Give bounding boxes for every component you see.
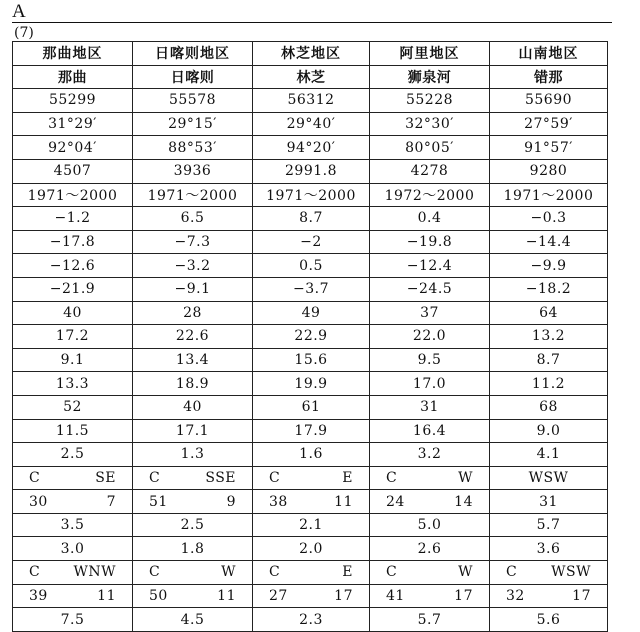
table-row (13, 419, 608, 443)
header-cell: 林芝地区 (253, 42, 370, 66)
table-cell: 8.7 (253, 207, 370, 231)
table-cell: 40 (133, 395, 253, 419)
table-cell (253, 466, 370, 490)
table-row (13, 230, 608, 254)
cell-pair (370, 564, 489, 580)
table-cell: WSW (490, 466, 608, 490)
table-cell: −24.5 (370, 277, 490, 301)
cell-part: 11 (97, 587, 116, 604)
cell-part: C (29, 469, 41, 486)
table-cell (133, 490, 253, 514)
cell-part: SE (95, 469, 116, 486)
table-row (13, 254, 608, 278)
cell-part: 11 (334, 493, 353, 510)
table-cell: 9.1 (13, 348, 133, 372)
table-cell: 17.0 (370, 372, 490, 396)
table-cell (370, 490, 490, 514)
cell-part: C (386, 469, 398, 486)
station-cell: 那曲 (13, 65, 133, 89)
table-cell (370, 561, 490, 585)
cell-part: 41 (386, 587, 405, 604)
cell-part: 50 (149, 587, 168, 604)
table-cell: 22.6 (133, 325, 253, 349)
table-cell: 55299 (13, 89, 133, 113)
table-cell (133, 466, 253, 490)
table-cell: 91°57′ (490, 136, 608, 160)
table-cell: 1.8 (133, 537, 253, 561)
table-cell: 37 (370, 301, 490, 325)
table-cell: −1.2 (13, 207, 133, 231)
table-cell: −7.3 (133, 230, 253, 254)
table-cell: 22.9 (253, 325, 370, 349)
cell-part: 38 (269, 493, 288, 510)
table-cell (370, 584, 490, 608)
table-cell: −12.6 (13, 254, 133, 278)
cell-part: 51 (149, 493, 168, 510)
table-cell: 3.6 (490, 537, 608, 561)
station-name-row (13, 65, 608, 89)
table-cell: 3936 (133, 159, 253, 183)
cell-part: E (342, 564, 353, 581)
cell-part: 17 (454, 587, 473, 604)
cell-part: C (506, 564, 518, 581)
cell-part: C (149, 564, 161, 581)
table-row (13, 325, 608, 349)
table-cell: 52 (13, 395, 133, 419)
table-cell: −0.3 (490, 207, 608, 231)
table-cell: 17.1 (133, 419, 253, 443)
table-cell: 2.3 (253, 608, 370, 632)
header-cell: 日喀则地区 (133, 42, 253, 66)
table-cell: 0.5 (253, 254, 370, 278)
cell-part: 24 (386, 493, 405, 510)
table-cell: 9.5 (370, 348, 490, 372)
table-cell: 92°04′ (13, 136, 133, 160)
table-row (13, 584, 608, 608)
table-cell (13, 490, 133, 514)
cell-part: 39 (29, 587, 48, 604)
table-cell: 17.2 (13, 325, 133, 349)
cell-pair (133, 564, 252, 580)
table-cell: 8.7 (490, 348, 608, 372)
table-cell: 17.9 (253, 419, 370, 443)
cell-part: 17 (572, 587, 591, 604)
table-row (13, 348, 608, 372)
table-cell: 11.5 (13, 419, 133, 443)
table-cell: 19.9 (253, 372, 370, 396)
table-row (13, 443, 608, 467)
cell-pair (133, 470, 252, 486)
table-cell: −3.2 (133, 254, 253, 278)
table-cell: 2.6 (370, 537, 490, 561)
table-cell: −18.2 (490, 277, 608, 301)
table-cell: 5.0 (370, 513, 490, 537)
table-cell: −19.8 (370, 230, 490, 254)
cell-part: W (458, 564, 473, 581)
table-cell: 2.5 (133, 513, 253, 537)
table-cell: 2991.8 (253, 159, 370, 183)
table-cell: 68 (490, 395, 608, 419)
table-cell: 31°29′ (13, 112, 133, 136)
cell-part: W (221, 564, 236, 581)
table-row (13, 159, 608, 183)
table-cell: 61 (253, 395, 370, 419)
cell-pair (13, 470, 132, 486)
cell-pair (253, 564, 369, 580)
table-number: (7) (14, 25, 34, 41)
table-cell: 3.2 (370, 443, 490, 467)
table-cell: 64 (490, 301, 608, 325)
table-cell: 5.7 (370, 608, 490, 632)
table-cell: 13.3 (13, 372, 133, 396)
table-cell: 4.1 (490, 443, 608, 467)
cell-part: C (149, 469, 161, 486)
table-cell: 94°20′ (253, 136, 370, 160)
table-cell: 4278 (370, 159, 490, 183)
table-cell: 16.4 (370, 419, 490, 443)
cell-part: 11 (217, 587, 236, 604)
table-row (13, 537, 608, 561)
table-row (13, 136, 608, 160)
table-cell (13, 584, 133, 608)
cell-part: 17 (334, 587, 353, 604)
cell-part: 27 (269, 587, 288, 604)
cell-part: C (269, 469, 281, 486)
table-cell: 56312 (253, 89, 370, 113)
table-cell: 13.4 (133, 348, 253, 372)
table-cell: −12.4 (370, 254, 490, 278)
table-cell: 1971～2000 (13, 183, 133, 207)
climate-data-table (12, 41, 608, 632)
cell-part: 14 (454, 493, 473, 510)
table-cell: −9.1 (133, 277, 253, 301)
cell-part: 30 (29, 493, 48, 510)
cell-pair (370, 588, 489, 604)
cell-pair (13, 588, 132, 604)
top-rule (12, 22, 612, 23)
cell-pair (133, 494, 252, 510)
cell-part: 32 (506, 587, 525, 604)
header-cell: 那曲地区 (13, 42, 133, 66)
station-cell: 日喀则 (133, 65, 253, 89)
table-cell: −2 (253, 230, 370, 254)
table-cell: 13.2 (490, 325, 608, 349)
table-cell (253, 584, 370, 608)
table-cell: 0.4 (370, 207, 490, 231)
cell-part: WNW (73, 564, 116, 581)
table-cell: 9280 (490, 159, 608, 183)
cell-part: C (386, 564, 398, 581)
table-cell: 7.5 (13, 608, 133, 632)
region-header-row (13, 42, 608, 66)
table-cell (253, 490, 370, 514)
table-row (13, 608, 608, 632)
right-rule (607, 41, 608, 623)
table-cell: 22.0 (370, 325, 490, 349)
cell-pair (13, 494, 132, 510)
table-cell: −17.8 (13, 230, 133, 254)
table-cell: 31 (490, 490, 608, 514)
table-cell: 31 (370, 395, 490, 419)
table-cell: 1971～2000 (133, 183, 253, 207)
table-row (13, 395, 608, 419)
table-row (13, 277, 608, 301)
table-cell: 55690 (490, 89, 608, 113)
table-cell (490, 561, 608, 585)
cell-pair (490, 588, 607, 604)
table-cell (13, 561, 133, 585)
table-cell: 4507 (13, 159, 133, 183)
table-cell: 11.2 (490, 372, 608, 396)
table-cell: 2.5 (13, 443, 133, 467)
table-row (13, 466, 608, 490)
table-cell: 29°15′ (133, 112, 253, 136)
table-cell: −9.9 (490, 254, 608, 278)
table-cell: 32°30′ (370, 112, 490, 136)
table-cell: 3.5 (13, 513, 133, 537)
station-cell: 狮泉河 (370, 65, 490, 89)
cell-pair (13, 564, 132, 580)
table-cell: 55578 (133, 89, 253, 113)
cell-part: WSW (551, 564, 591, 581)
cell-part: C (269, 564, 281, 581)
table-row (13, 89, 608, 113)
table-cell: 28 (133, 301, 253, 325)
table-row (13, 183, 608, 207)
table-row (13, 561, 608, 585)
table-cell: 1971～2000 (490, 183, 608, 207)
table-cell: −21.9 (13, 277, 133, 301)
cell-pair (133, 588, 252, 604)
table-cell: 80°05′ (370, 136, 490, 160)
table-row (13, 301, 608, 325)
table-cell: 1971～2000 (253, 183, 370, 207)
page-label: A (12, 1, 26, 22)
cell-part: E (342, 469, 353, 486)
table-cell: 5.7 (490, 513, 608, 537)
cell-pair (253, 470, 369, 486)
table-cell: 49 (253, 301, 370, 325)
table-cell: 2.1 (253, 513, 370, 537)
cell-pair (370, 470, 489, 486)
table-cell (133, 561, 253, 585)
table-cell: 1972～2000 (370, 183, 490, 207)
table-cell: 40 (13, 301, 133, 325)
table-cell: 2.0 (253, 537, 370, 561)
cell-pair (370, 494, 489, 510)
cell-pair (253, 588, 369, 604)
table-cell (370, 466, 490, 490)
table-cell: 27°59′ (490, 112, 608, 136)
table-cell: 9.0 (490, 419, 608, 443)
table-cell: −14.4 (490, 230, 608, 254)
table-row (13, 513, 608, 537)
table-row (13, 207, 608, 231)
table-row (13, 112, 608, 136)
cell-part: W (458, 469, 473, 486)
table-cell (13, 466, 133, 490)
table-cell: 1.6 (253, 443, 370, 467)
cell-part: C (29, 564, 41, 581)
cell-part: 9 (226, 493, 236, 510)
cell-part: 7 (106, 493, 116, 510)
header-cell: 山南地区 (490, 42, 608, 66)
table-cell (133, 584, 253, 608)
table-cell: 29°40′ (253, 112, 370, 136)
table-cell: 3.0 (13, 537, 133, 561)
table-cell: 4.5 (133, 608, 253, 632)
table-cell: 88°53′ (133, 136, 253, 160)
cell-pair (490, 564, 607, 580)
table-row (13, 372, 608, 396)
table-cell: 1.3 (133, 443, 253, 467)
cell-part: SSE (205, 469, 236, 486)
station-cell: 林芝 (253, 65, 370, 89)
table-cell: 18.9 (133, 372, 253, 396)
table-cell: −3.7 (253, 277, 370, 301)
table-row (13, 490, 608, 514)
cell-pair (253, 494, 369, 510)
table-cell: 6.5 (133, 207, 253, 231)
table-cell (490, 584, 608, 608)
table-cell: 5.6 (490, 608, 608, 632)
table-cell: 55228 (370, 89, 490, 113)
table-cell (253, 561, 370, 585)
station-cell: 错那 (490, 65, 608, 89)
header-cell: 阿里地区 (370, 42, 490, 66)
table-cell: 15.6 (253, 348, 370, 372)
